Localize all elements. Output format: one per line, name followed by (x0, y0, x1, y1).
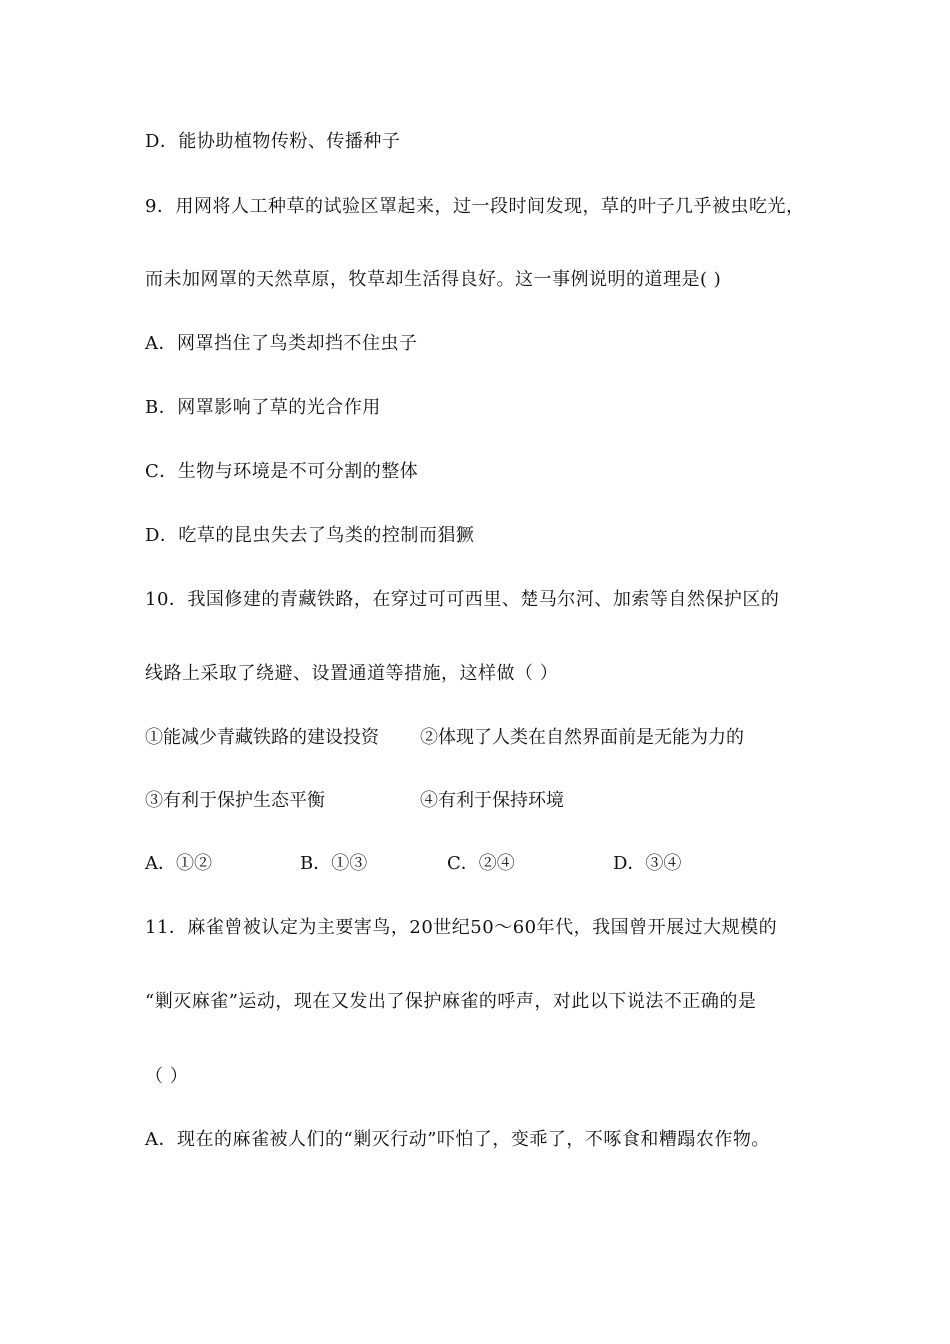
q11-option-a: A．现在的麻雀被人们的“剿灭行动”吓怕了，变乖了，不啄食和糟蹋农作物。 (145, 1129, 770, 1150)
q10-statement-3: ③有利于保护生态平衡 (145, 790, 325, 811)
q10-option-b: B．①③ (300, 853, 368, 874)
q10-stem-line1: 10．我国修建的青藏铁路，在穿过可可西里、楚马尔河、加索等自然保护区的 (145, 589, 780, 610)
q9-stem-line2: 而未加网罩的天然草原，牧草却生活得良好。这一事例说明的道理是( ) (145, 269, 722, 290)
q9-option-d: D．吃草的昆虫失去了鸟类的控制而猖獗 (145, 525, 475, 546)
q10-statement-4: ④有利于保持环境 (420, 790, 564, 811)
q8-option-d: D．能协助植物传粉、传播种子 (145, 131, 401, 152)
q9-stem-line1: 9．用网将人工种草的试验区罩起来，过一段时间发现，草的叶子几乎被虫吃光， (145, 196, 805, 217)
q9-option-b: B．网罩影响了草的光合作用 (145, 397, 381, 418)
q11-stem-line1: 11．麻雀曾被认定为主要害鸟，20世纪50～60年代，我国曾开展过大规模的 (145, 917, 778, 938)
q10-option-a: A．①② (145, 853, 212, 874)
q10-stem-line2: 线路上采取了绕避、设置通道等措施，这样做（ ） (145, 663, 559, 684)
q9-option-a: A．网罩挡住了鸟类却挡不住虫子 (145, 333, 418, 354)
q11-stem-line2: “剿灭麻雀”运动，现在又发出了保护麻雀的呼声，对此以下说法不正确的是 (145, 991, 757, 1012)
q10-statement-2: ②体现了人类在自然界面前是无能为力的 (420, 727, 744, 748)
q10-statement-1: ①能减少青藏铁路的建设投资 (145, 727, 379, 748)
q10-option-d: D．③④ (613, 853, 682, 874)
q11-stem-line3: （ ） (145, 1066, 189, 1087)
q9-option-c: C．生物与环境是不可分割的整体 (145, 461, 419, 482)
q10-option-c: C．②④ (447, 853, 515, 874)
